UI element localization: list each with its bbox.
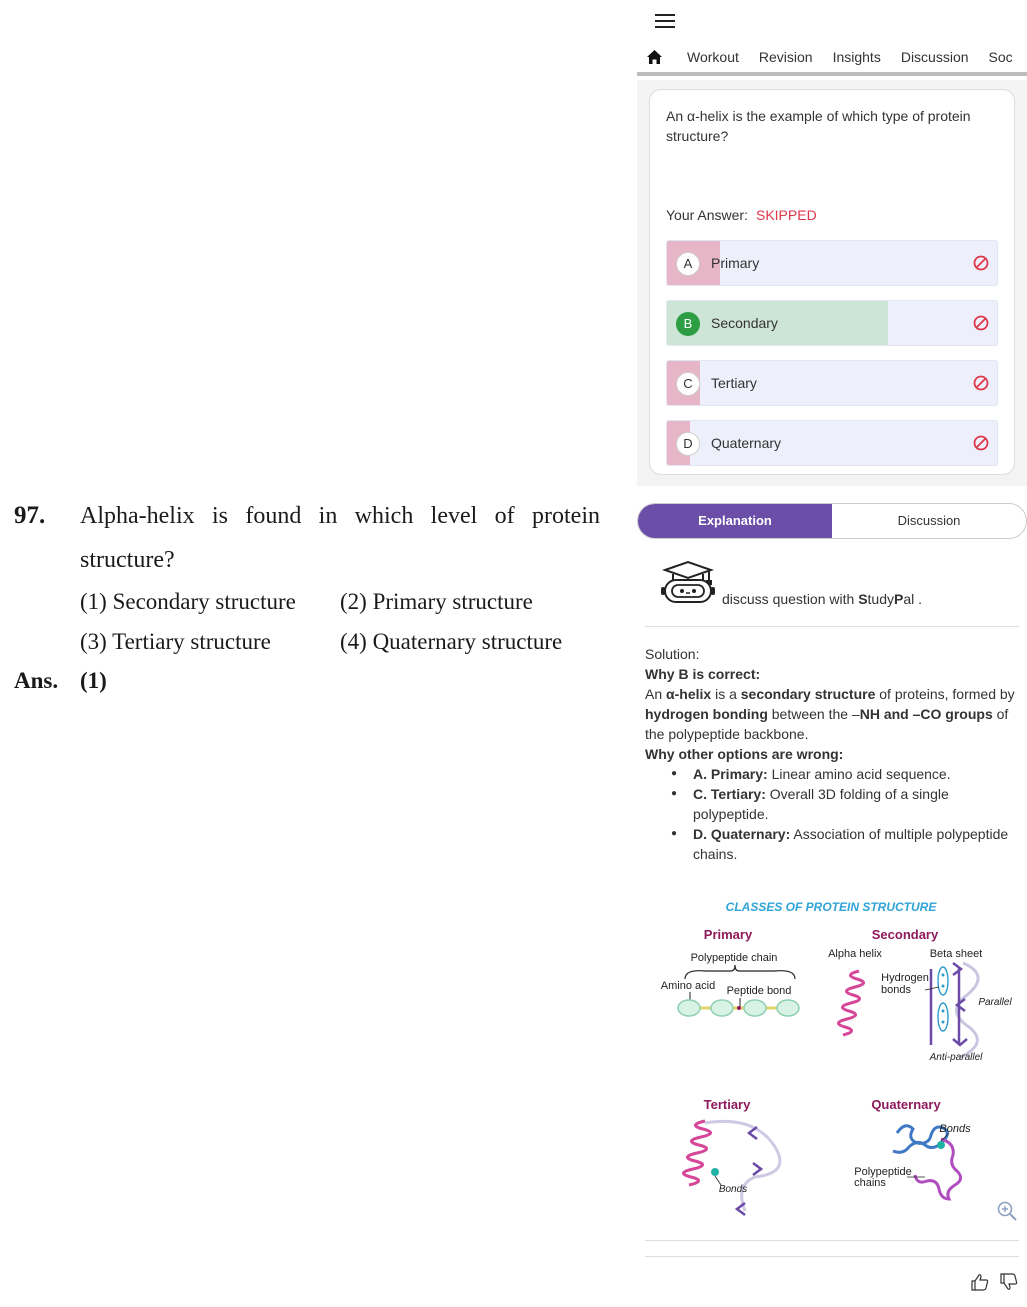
exam-option-4: (4) Quaternary structure (340, 629, 563, 654)
studypal-robot-icon (659, 560, 717, 606)
divider (645, 1240, 1019, 1241)
figure-quaternary-label: Quaternary (871, 1097, 941, 1112)
option-c[interactable] (666, 360, 998, 406)
protein-structure-figure (645, 895, 1017, 1225)
your-answer (666, 207, 817, 223)
ban-icon (973, 375, 989, 391)
figure-quaternary-bonds-label: Bonds (939, 1123, 971, 1135)
option-a-letter: A (676, 252, 700, 276)
explanation-tabs (637, 503, 1027, 539)
studypal-text (722, 591, 922, 607)
thumbs-down-icon[interactable] (999, 1272, 1019, 1292)
exam-answer (14, 668, 604, 694)
figure-brace (685, 965, 795, 979)
option-b[interactable] (666, 300, 998, 346)
studypal-tudy: tudy (867, 591, 894, 607)
figure-beta-sheet-label: Beta sheet (929, 948, 983, 960)
why-wrong-heading: Why other options are wrong: (645, 746, 844, 762)
studypal-prompt[interactable] (659, 560, 1019, 610)
exam-option-1: (1) Secondary structure (80, 589, 296, 614)
app-panel (637, 0, 1027, 1307)
exam-options (80, 582, 604, 662)
question-number: 97. (14, 502, 46, 529)
divider (645, 626, 1019, 627)
option-d[interactable] (666, 420, 998, 466)
figure-polypeptide-label: Polypeptide (854, 1166, 912, 1178)
figure-alpha-helix (838, 971, 863, 1035)
studypal-p: P (894, 591, 904, 607)
figure-parallel-label: Parallel (978, 997, 1012, 1008)
figure-alpha-helix-label: Alpha helix (828, 948, 882, 960)
list-item: ● C. Tertiary: Overall 3D folding of a single polypeptide. (671, 784, 1023, 824)
figure-tertiary-helix (683, 1121, 710, 1185)
figure-amino-acid-label: Amino acid (660, 980, 716, 992)
solution-text (645, 644, 1023, 864)
ban-icon (973, 255, 989, 271)
figure-amino-acid-chain (678, 1000, 799, 1016)
wrong-options-list (671, 764, 1023, 864)
figure-tertiary-bonds-label: Bonds (718, 1184, 748, 1195)
ban-icon (973, 315, 989, 331)
list-item: ● D. Quaternary: Association of multiple polypeptide chains. (671, 824, 1023, 864)
question-card (649, 89, 1015, 475)
tab-explanation[interactable]: Explanation (638, 504, 832, 538)
option-d-text: Quaternary (711, 435, 782, 451)
figure-hydrogen-label: Hydrogen (881, 972, 929, 984)
home-icon[interactable] (637, 50, 673, 64)
studypal-prefix: discuss question with (722, 591, 859, 607)
figure-quaternary-chain-purple (915, 1139, 961, 1199)
figure-title: CLASSES OF PROTEIN STRUCTURE (725, 900, 937, 914)
solution-paragraph: An α-helix is a secondary structure of proteins, formed by hydrogen bonding between the –NH and –CO groups of the polypeptide backbone. (645, 686, 1015, 742)
figure-tertiary-label: Tertiary (703, 1097, 751, 1112)
exam-option-3: (3) Tertiary structure (80, 629, 271, 654)
studypal-al: al . (903, 591, 923, 607)
your-answer-label: Your Answer: (666, 207, 748, 223)
exam-question (14, 500, 604, 694)
figure-tertiary-loop (705, 1121, 780, 1211)
option-d-letter: D (676, 432, 700, 456)
tab-revision[interactable]: Revision (758, 49, 813, 65)
thumbs-up-icon[interactable] (970, 1272, 990, 1292)
figure-peptide-bond-label: Peptide bond (726, 985, 792, 997)
figure-secondary-label: Secondary (871, 927, 939, 942)
figure-primary-label: Primary (703, 927, 753, 942)
question-card-text: An α-helix is the example of which type of protein structure? (666, 108, 971, 144)
answer-label: Ans. (14, 668, 59, 693)
tab-discussion[interactable]: Discussion (900, 49, 969, 65)
figure-anti-parallel-label: Anti-parallel (929, 1052, 983, 1063)
question-text: Alpha-helix is found in which level of protein structure? (80, 503, 600, 573)
zoom-in-icon[interactable] (996, 1200, 1018, 1222)
option-a[interactable] (666, 240, 998, 286)
ban-icon (973, 435, 989, 451)
question-card-area (637, 80, 1027, 486)
option-b-letter: B (676, 312, 700, 336)
hamburger-icon[interactable] (655, 14, 675, 28)
tab-social[interactable]: Soc (988, 49, 1013, 65)
list-item: ● A. Primary: Linear amino acid sequence. (671, 764, 1023, 784)
solution-heading: Solution: (645, 646, 700, 662)
why-correct-heading: Why B is correct: (645, 666, 761, 682)
exam-option-2: (2) Primary structure (340, 589, 533, 614)
studypal-s: S (858, 591, 868, 607)
your-answer-value: SKIPPED (755, 207, 817, 223)
figure-bonds-label: bonds (881, 984, 911, 996)
option-c-text: Tertiary (711, 375, 757, 391)
answer-value: (1) (80, 668, 107, 693)
tab-insights[interactable]: Insights (832, 49, 881, 65)
option-b-text: Secondary (711, 315, 778, 331)
divider (645, 1256, 1019, 1257)
tab-workout[interactable]: Workout (687, 49, 739, 65)
option-a-text: Primary (711, 255, 760, 271)
option-c-letter: C (676, 372, 700, 396)
figure-polypeptide-chain-label: Polypeptide chain (690, 952, 778, 964)
nav-tabs (637, 42, 1027, 76)
tab-explanation-discussion[interactable]: Discussion (897, 513, 961, 528)
figure-chains-label: chains (854, 1177, 886, 1189)
